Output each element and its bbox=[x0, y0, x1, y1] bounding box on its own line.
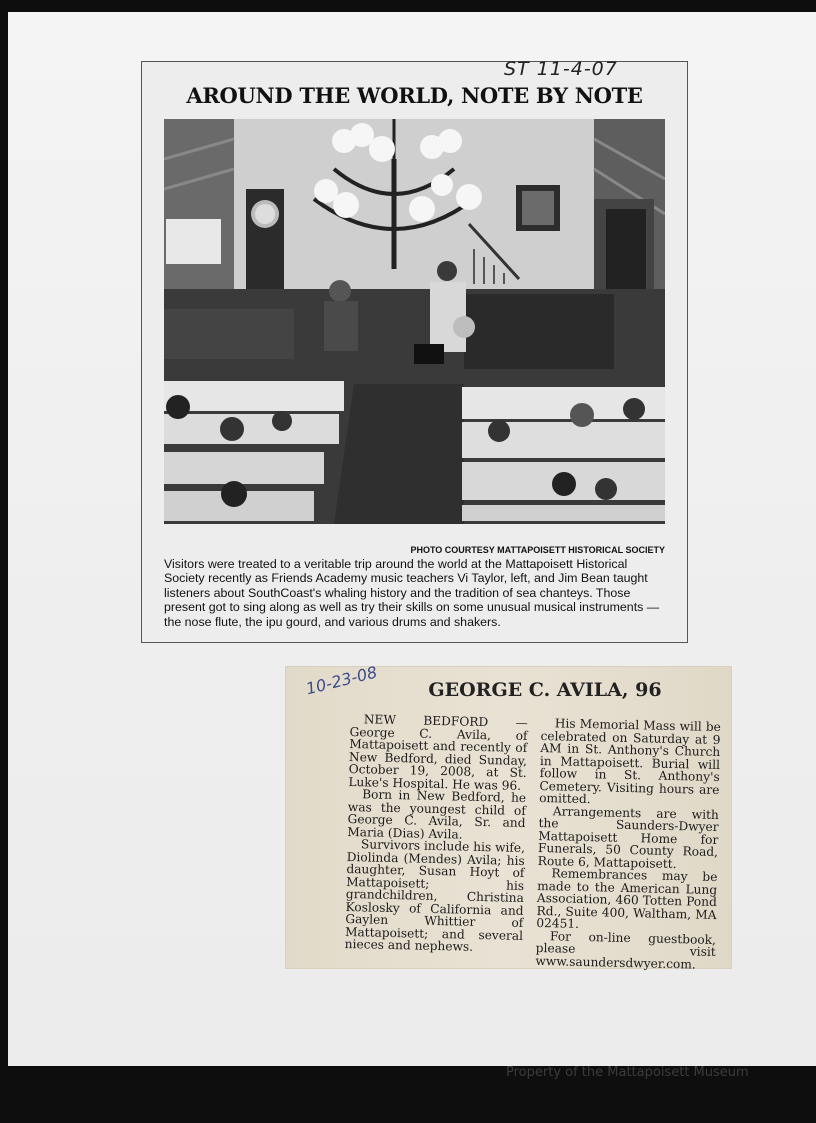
museum-watermark: Property of the Mattapoisett Museum bbox=[506, 1065, 749, 1080]
obituary-column-right bbox=[535, 717, 721, 971]
handwritten-date: 10-23-08 bbox=[304, 662, 380, 699]
obituary-column-left bbox=[345, 713, 528, 954]
handwritten-date: ST 11-4-07 bbox=[504, 58, 618, 80]
obituary-paragraph: Arrangements are with the Saunders-Dwyer Mattapoisett Home for Funerals, 50 County Road, Route 6, Mattapoisett. bbox=[537, 803, 719, 871]
obituary-paragraph: Remembrances may be made to the American Lung Association, 460 Totten Pond Rd., Suite 400, Waltham, MA 02451. bbox=[536, 866, 718, 931]
photo-caption: Visitors were treated to a veritable trip around the world at the Mattapoisett Historical Society recently as Friends Academy music teachers Vi Taylor, left, and Jim Bean taught listeners about SouthCoast's whaling history and the tradition of sea chanteys. Those present got to sing along as well as try their skills on some unusual musical instruments — the nose flute, the ipu gourd, and various drums and shakers. bbox=[164, 557, 660, 629]
concert-photo bbox=[164, 119, 665, 524]
obituary-paragraph: NEW BEDFORD — George C. Avila, of Mattapoisett and recently of New Bedford, died Sunday, October 19, 2008, at St. Luke's Hospital. He was 96. bbox=[348, 712, 528, 793]
obituary-paragraph: Survivors include his wife, Diolinda (Mendes) Avila; his daughter, Susan Hoyt of Mattapoisett; his grandchildren, Christina Koslosky of California and Gaylen Whittier of Mattapoisett; and several nieces and nephews. bbox=[344, 837, 526, 954]
obituary-paragraph: His Memorial Mass will be celebrated on Saturday at 9 AM in St. Anthony's Church in Mattapoisett. Burial will follow in St. Anthony's Cemetery. Visiting hours are omitted. bbox=[539, 716, 721, 807]
article-headline: AROUND THE WORLD, NOTE BY NOTE bbox=[186, 83, 643, 108]
obituary-paragraph: For on-line guestbook, please visit www.saundersdwyer.com. bbox=[535, 928, 717, 972]
obituary-paragraph: Born in New Bedford, he was the youngest child of George C. Avila, Sr. and Maria (Dias) Avila. bbox=[347, 787, 527, 842]
obituary-headline: GEORGE C. AVILA, 96 bbox=[428, 679, 662, 701]
photo-credit: PHOTO COURTESY MATTAPOISETT HISTORICAL SOCIETY bbox=[410, 545, 665, 555]
